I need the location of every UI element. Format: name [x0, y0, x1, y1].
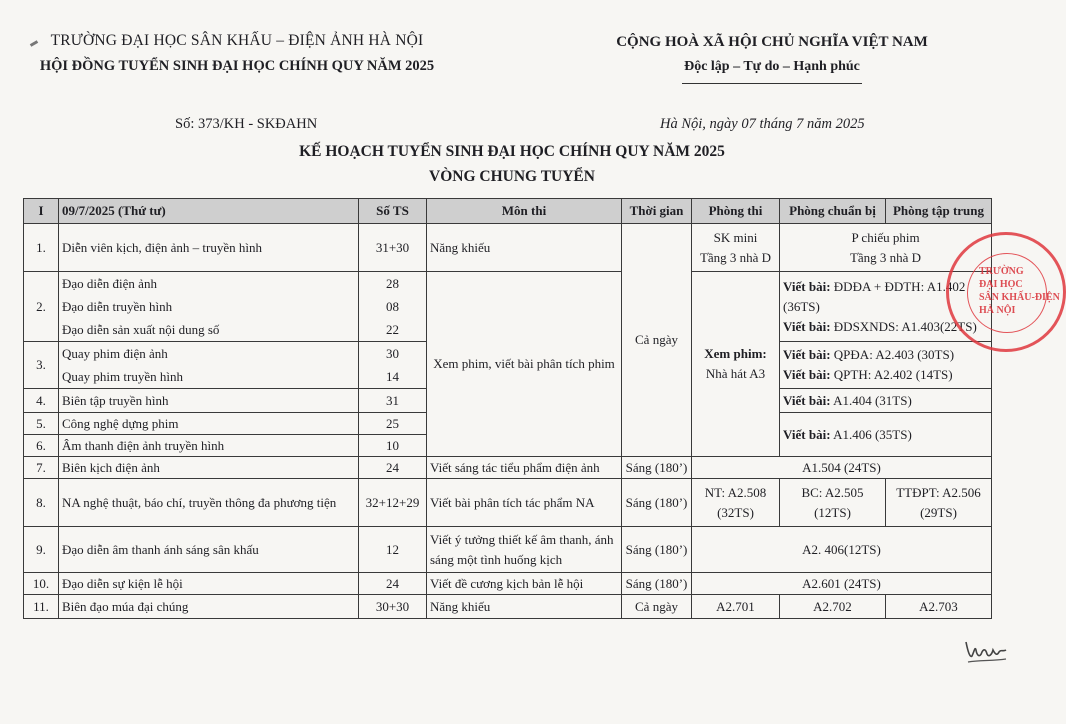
prep-text: A1.404 (31TS) [830, 392, 912, 408]
seal-text-line: SÂN KHẤU-ĐIỆN [979, 292, 1060, 303]
exam-room-label: Xem phim: [704, 346, 767, 361]
header-left [18, 32, 456, 75]
row-number: 4. [24, 389, 59, 413]
candidate-count: 30+30 [359, 595, 427, 619]
table-row [24, 224, 992, 272]
major-line: Đạo diễn điện ảnh [62, 276, 157, 291]
exam-time: Sáng (180’) [622, 573, 692, 595]
exam-room: A1.504 (24TS) [692, 457, 992, 479]
table-row [24, 479, 992, 527]
room-line2: (12TS) [814, 504, 851, 520]
prep-text: QPĐA: A2.403 (30TS) [830, 347, 955, 362]
exam-time-text: Cả ngày [635, 332, 678, 347]
room-line1: NT: A2.508 [704, 484, 767, 500]
header-room: Phòng thi [692, 199, 780, 224]
major-name: NA nghệ thuật, báo chí, truyền thông đa phương tiện [59, 479, 359, 527]
row-number: 8. [24, 479, 59, 527]
prep-label: Viết bài: [783, 318, 831, 334]
major-name: Biên kịch điện ảnh [59, 457, 359, 479]
exam-room: A2.601 (24TS) [692, 573, 992, 595]
major-name: Biên tập truyền hình [59, 389, 359, 413]
exam-room: A2. 406(12TS) [692, 527, 992, 573]
national-title: CỘNG HOÀ XÃ HỘI CHỦ NGHĨA VIỆT NAM [616, 34, 928, 50]
exam-subject: Viết đề cương kịch bản lễ hội [427, 573, 622, 595]
row-number: 10. [24, 573, 59, 595]
handwritten-signature [962, 632, 1012, 666]
university-name: TRƯỜNG ĐẠI HỌC SÂN KHẤU – ĐIỆN ẢNH HÀ NỘI [50, 32, 424, 49]
table-row [24, 595, 992, 619]
exam-room [692, 224, 780, 272]
prep-room [780, 389, 992, 413]
prep-text: (36TS) [783, 298, 820, 314]
row-number: 3. [24, 342, 59, 389]
exam-room [886, 479, 992, 527]
exam-room-line2: Tầng 3 nhà D [699, 249, 772, 265]
exam-subject: Viết ý tưởng thiết kế âm thanh, ánh sáng một tình huống kịch [427, 527, 622, 573]
count-line: 08 [386, 299, 399, 314]
table-row [24, 272, 992, 342]
major-line: Quay phim truyền hình [62, 369, 183, 384]
exam-subject: Viết sáng tác tiểu phẩm điện ảnh [427, 457, 622, 479]
candidate-count [359, 272, 427, 342]
table-row [24, 573, 992, 595]
major-line: Đạo diễn sản xuất nội dung số [62, 322, 220, 337]
header-prep: Phòng chuẩn bị [780, 199, 886, 224]
major-name: Diễn viên kịch, điện ảnh – truyền hình [59, 224, 359, 272]
row-number: 6. [24, 435, 59, 457]
candidate-count: 24 [359, 573, 427, 595]
exam-room: A2.703 [886, 595, 992, 619]
prep-label: Viết bài: [783, 367, 831, 382]
header-date: 09/7/2025 (Thứ tư) [59, 199, 359, 224]
exam-room-text: Nhà hát A3 [705, 366, 766, 381]
header-time: Thời gian [622, 199, 692, 224]
exam-subject: Xem phim, viết bài phân tích phim [427, 272, 622, 457]
exam-room-line1: SK mini [713, 229, 758, 245]
national-motto: Độc lập – Tự do – Hạnh phúc [684, 59, 860, 74]
major-line: Quay phim điện ảnh [62, 346, 168, 361]
page-subtitle: VÒNG CHUNG TUYỂN [429, 168, 595, 185]
header-count: Số TS [359, 199, 427, 224]
prep-label: Viết bài: [783, 347, 831, 362]
exam-room: A2.701 [692, 595, 780, 619]
prep-room-line1: P chiếu phim [851, 229, 920, 245]
prep-room-line2: Tầng 3 nhà D [849, 249, 922, 265]
candidate-count: 31+30 [359, 224, 427, 272]
count-line: 30 [386, 346, 399, 361]
count-line: 14 [386, 369, 399, 384]
prep-label: Viết bài: [783, 426, 831, 442]
exam-time [622, 224, 692, 457]
major-name: Đạo diễn sự kiện lễ hội [59, 573, 359, 595]
candidate-count: 25 [359, 413, 427, 435]
room-line2: (32TS) [717, 504, 754, 520]
count-line: 22 [386, 322, 399, 337]
major-name: Âm thanh điện ảnh truyền hình [59, 435, 359, 457]
major-name [59, 342, 359, 389]
date-line: Hà Nội, ngày 07 tháng 7 năm 2025 [660, 116, 865, 132]
exam-subject: Năng khiếu [427, 224, 622, 272]
header-roman: I [24, 199, 59, 224]
row-number: 1. [24, 224, 59, 272]
row-number: 7. [24, 457, 59, 479]
row-number: 5. [24, 413, 59, 435]
prep-text: ĐDĐA + ĐDTH: A1.402 [830, 278, 966, 294]
exam-time: Sáng (180’) [622, 527, 692, 573]
candidate-count [359, 342, 427, 389]
prep-text: A1.406 (35TS) [830, 426, 912, 442]
candidate-count: 32+12+29 [359, 479, 427, 527]
room-line1: BC: A2.505 [801, 484, 864, 500]
page-title: KẾ HOẠCH TUYỂN SINH ĐẠI HỌC CHÍNH QUY NĂM 2025 [299, 143, 725, 160]
table-header-row [24, 199, 992, 224]
prep-label: Viết bài: [783, 278, 831, 294]
major-name [59, 272, 359, 342]
council-name: HỘI ĐỒNG TUYỂN SINH ĐẠI HỌC CHÍNH QUY NĂM 2025 [39, 58, 435, 74]
header-right [566, 34, 978, 84]
exam-room [692, 272, 780, 457]
document-number: Số: 373/KH - SKĐAHN [175, 116, 318, 132]
prep-label: Viết bài: [783, 392, 831, 408]
candidate-count: 24 [359, 457, 427, 479]
exam-subject: Viết bài phân tích tác phẩm NA [427, 479, 622, 527]
motto-underline [682, 83, 862, 84]
major-name: Đạo diễn âm thanh ánh sáng sân khấu [59, 527, 359, 573]
exam-time: Sáng (180’) [622, 457, 692, 479]
official-seal [946, 232, 1066, 352]
prep-room [780, 413, 992, 457]
exam-time: Sáng (180’) [622, 479, 692, 527]
seal-text-line: TRƯỜNG [979, 266, 1024, 277]
row-number: 11. [24, 595, 59, 619]
seal-text [979, 265, 1060, 317]
exam-room [692, 479, 780, 527]
exam-room: A2.702 [780, 595, 886, 619]
candidate-count: 10 [359, 435, 427, 457]
room-line2: (29TS) [920, 504, 957, 520]
prep-text: QPTH: A2.402 (14TS) [830, 367, 953, 382]
count-line: 28 [386, 276, 399, 291]
major-name: Công nghệ dựng phim [59, 413, 359, 435]
schedule-table [23, 198, 992, 619]
row-number: 9. [24, 527, 59, 573]
room-line1: TTĐPT: A2.506 [896, 484, 981, 500]
seal-text-line: ĐẠI HỌC [979, 279, 1023, 290]
seal-text-line: HÀ NỘI [979, 305, 1016, 316]
candidate-count: 31 [359, 389, 427, 413]
exam-time: Cả ngày [622, 595, 692, 619]
prep-text: ĐDSXNDS: A1.403(22TS) [830, 318, 977, 334]
exam-room [780, 479, 886, 527]
major-name: Biên đạo múa đại chúng [59, 595, 359, 619]
table-row [24, 527, 992, 573]
table-row [24, 457, 992, 479]
row-number: 2. [24, 272, 59, 342]
candidate-count: 12 [359, 527, 427, 573]
exam-subject: Năng khiếu [427, 595, 622, 619]
major-line: Đạo diễn truyền hình [62, 299, 173, 314]
prep-room [780, 342, 992, 389]
header-subject: Môn thi [427, 199, 622, 224]
header-gather: Phòng tập trung [886, 199, 992, 224]
